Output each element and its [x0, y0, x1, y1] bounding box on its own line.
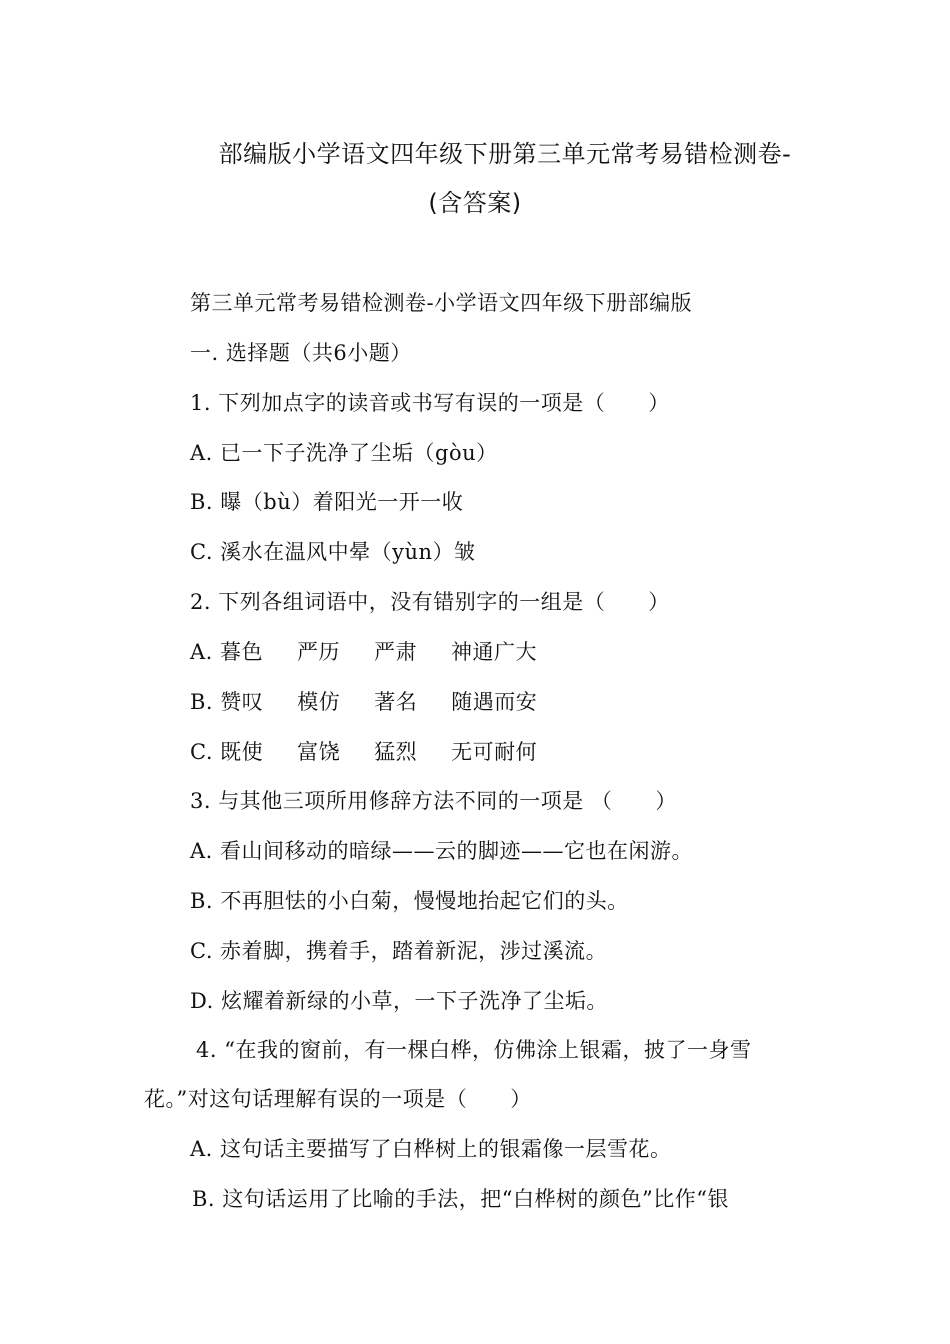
- option-c-word-2: 富饶: [297, 740, 341, 764]
- question-3-option-d: D. 炫耀着新绿的小草，一下子洗净了尘垢。: [190, 989, 608, 1013]
- document-title-line1: 部编版小学语文四年级下册第三单元常考易错检测卷-: [218, 140, 792, 168]
- question-4-stem-line1: 4. “在我的窗前，有一棵白桦，仿佛涂上银霜，披了一身雪: [196, 1038, 752, 1062]
- option-a-word-4: 神通广大: [451, 640, 538, 664]
- option-b-word-3: 著名: [374, 690, 418, 714]
- question-3-option-b: B. 不再胆怯的小白菊，慢慢地抬起它们的头。: [190, 889, 629, 913]
- section-heading: 一. 选择题（共6小题）: [190, 341, 412, 365]
- option-c-word-4: 无可耐何: [451, 740, 538, 764]
- option-c-word-3: 猛烈: [374, 740, 418, 764]
- document-title-line2: (含答案): [428, 189, 522, 217]
- question-3-option-c: C. 赤着脚，携着手，踏着新泥，涉过溪流。: [190, 939, 608, 963]
- option-a-word-3: 严肃: [374, 640, 418, 664]
- question-2-option-b: [190, 686, 537, 716]
- option-a-word-1: A. 暮色: [190, 640, 264, 664]
- option-b-word-2: 模仿: [297, 690, 341, 714]
- option-c-word-1: C. 既使: [190, 740, 264, 764]
- question-4-option-a: A. 这句话主要描写了白桦树上的银霜像一层雪花。: [190, 1137, 672, 1161]
- question-1-option-c: C. 溪水在温风中晕（yùn）皱: [190, 540, 476, 564]
- option-b-word-1: B. 赞叹: [190, 690, 264, 714]
- question-2-stem: 2. 下列各组词语中，没有错别字的一组是（ ）: [190, 590, 670, 614]
- question-3-stem: 3. 与其他三项所用修辞方法不同的一项是 （ ）: [190, 789, 677, 813]
- option-b-word-4: 随遇而安: [451, 690, 538, 714]
- question-3-option-a: A. 看山间移动的暗绿——云的脚迹——它也在闲游。: [190, 839, 694, 863]
- question-2-option-a: [190, 636, 537, 666]
- question-1-option-b: B. 曝（bù）着阳光一开一收: [190, 490, 464, 514]
- question-2-option-c: [190, 736, 537, 766]
- question-1-option-a: A. 已一下子洗净了尘垢（gòu）: [190, 441, 498, 465]
- question-4-option-b: B. 这句话运用了比喻的手法，把“白桦树的颜色”比作“银: [192, 1187, 729, 1211]
- question-4-stem-line2: 花。”对这句话理解有误的一项是（ ）: [144, 1087, 532, 1111]
- question-1-stem: 1. 下列加点字的读音或书写有误的一项是（ ）: [190, 391, 670, 415]
- option-a-word-2: 严历: [297, 640, 341, 664]
- subtitle: 第三单元常考易错检测卷-小学语文四年级下册部编版: [190, 291, 693, 315]
